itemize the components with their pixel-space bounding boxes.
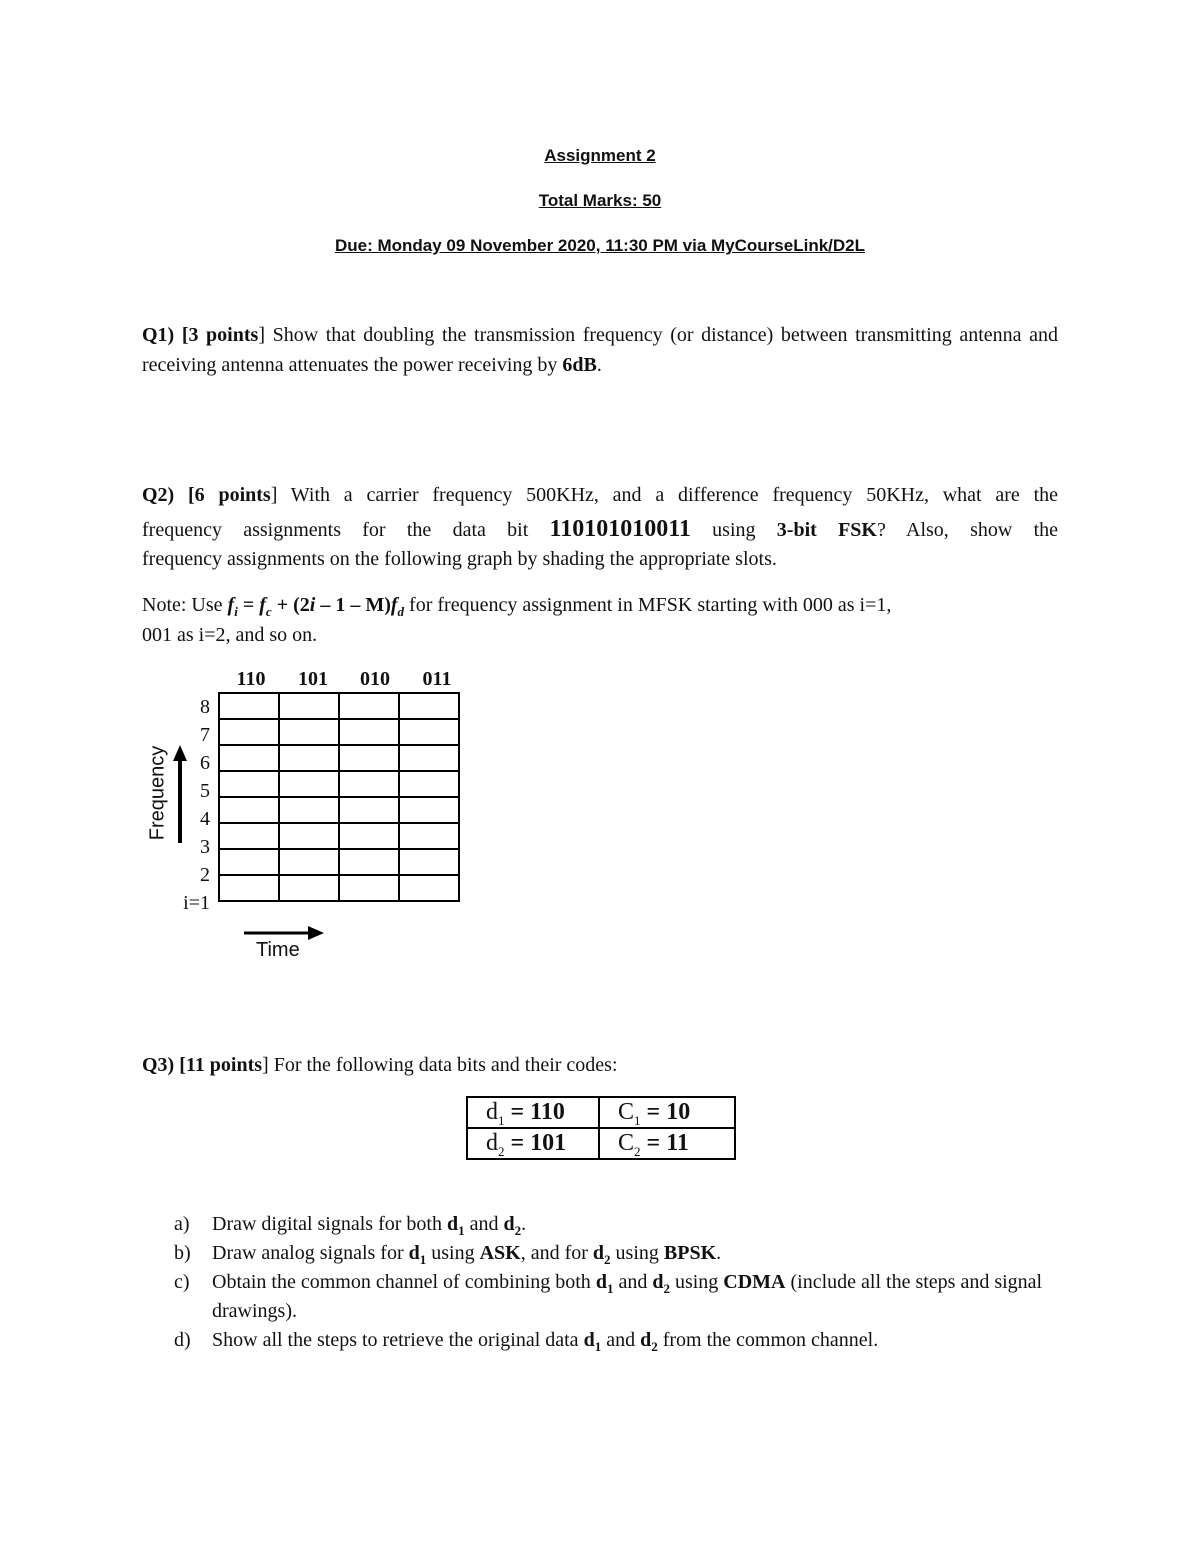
grid-row <box>219 745 459 771</box>
list-item: a) Draw digital signals for both $d_1$ and $d_2$. <box>174 1213 527 1238</box>
row-label: 3 <box>200 836 210 858</box>
grid-slot[interactable] <box>279 693 339 719</box>
question-1: Q1) [3 points] Show that doubling the transmission frequency (or distance) between transmitting antenna and receiving antenna attenuates the power receiving by 6dB. <box>142 324 1059 376</box>
grid-slot[interactable] <box>279 849 339 875</box>
q2-label: Q2) <box>142 484 175 506</box>
grid-slot[interactable] <box>219 797 279 823</box>
grid-slot[interactable] <box>219 719 279 745</box>
question-2-line-2: frequency assignments for the data bit 110101010011 using 3-bit FSK? Also, show the <box>142 516 1059 542</box>
row-label: i=1 <box>183 892 210 914</box>
q3-subquestions <box>142 1210 1062 1355</box>
grid-row <box>219 823 459 849</box>
grid-slot[interactable] <box>399 771 459 797</box>
grid-slot[interactable] <box>339 849 399 875</box>
grid-slot[interactable] <box>219 849 279 875</box>
grid-row <box>219 797 459 823</box>
grid-slot[interactable] <box>339 797 399 823</box>
grid-row <box>219 693 459 719</box>
row-label: 7 <box>200 724 210 746</box>
d2-cell: $d_2 = 101$ <box>467 1128 599 1159</box>
row-label: 6 <box>200 752 210 774</box>
column-label: 101 <box>298 668 328 690</box>
row-label: 2 <box>200 864 210 886</box>
assignment-title: Assignment 2 <box>544 146 656 165</box>
q2-data-bits: 110101010011 <box>549 516 691 542</box>
grid-row <box>219 875 459 901</box>
grid-slot[interactable] <box>219 823 279 849</box>
q3-points: [11 points <box>179 1054 263 1076</box>
grid-slot[interactable] <box>219 693 279 719</box>
question-2-line-3: frequency assignments on the following graph by shading the appropriate slots. <box>142 548 777 570</box>
grid-slot[interactable] <box>399 875 459 901</box>
grid-slot[interactable] <box>219 771 279 797</box>
q1-label: Q1) <box>142 324 175 346</box>
grid-slot[interactable] <box>339 823 399 849</box>
grid-slot[interactable] <box>219 875 279 901</box>
c2-cell: $C_2 = 11$ <box>599 1128 735 1159</box>
grid-slot[interactable] <box>339 745 399 771</box>
question-2-line-1: Q2) [6 points] With a carrier frequency 500KHz, and a difference frequency 50KHz, what are the <box>142 484 1059 506</box>
due-date: Due: Monday 09 November 2020, 11:30 PM via MyCourseLink/D2L <box>334 236 866 255</box>
grid-slot[interactable] <box>219 745 279 771</box>
grid-slot[interactable] <box>279 823 339 849</box>
column-label: 010 <box>360 668 390 690</box>
grid-slot[interactable] <box>399 693 459 719</box>
data-code-table <box>466 1096 736 1160</box>
column-label: 110 <box>236 668 266 690</box>
question-3: Q3) [11 points] For the following data bits and their codes: <box>142 1054 618 1076</box>
grid-slot[interactable] <box>339 875 399 901</box>
grid-slot[interactable] <box>399 745 459 771</box>
grid-slot[interactable] <box>399 823 459 849</box>
grid-slot[interactable] <box>399 719 459 745</box>
grid-slot[interactable] <box>279 797 339 823</box>
frequency-slot-grid <box>218 692 460 902</box>
grid-row <box>219 771 459 797</box>
frequency-arrow-icon <box>168 745 192 845</box>
grid-slot[interactable] <box>339 693 399 719</box>
grid-slot[interactable] <box>399 849 459 875</box>
q2-note: Note: Use $f_i = f_c + (2i - 1 - M)f_d$ for frequency assignment in MFSK starting with 000 as i=1, <box>142 594 892 619</box>
row-label: 4 <box>200 808 210 830</box>
q2-note-line-2: 001 as i=2, and so on. <box>142 624 318 646</box>
list-item: d) Show all the steps to retrieve the original data $d_1$ and $d_2$ from the common channel. <box>174 1329 879 1354</box>
c1-cell: $C_1 = 10$ <box>599 1097 735 1128</box>
q1-value: 6dB <box>562 354 597 376</box>
table-row <box>467 1128 735 1159</box>
table-row <box>467 1097 735 1128</box>
total-marks: Total Marks: 50 <box>538 191 662 210</box>
q2-points: [6 points <box>188 484 271 506</box>
list-item: b) Draw analog signals for $d_1$ using ASK, and for $d_2$ using BPSK. <box>174 1242 722 1267</box>
column-label: 011 <box>422 668 452 690</box>
q3-label: Q3) <box>142 1054 175 1076</box>
grid-slot[interactable] <box>279 745 339 771</box>
grid-slot[interactable] <box>279 875 339 901</box>
frequency-axis-label: Frequency <box>146 745 169 841</box>
q1-points: [3 points <box>181 324 259 346</box>
row-label: 5 <box>200 780 210 802</box>
list-item: c) Obtain the common channel of combining both $d_1$ and $d_2$ using CDMA (include all the steps and signal drawings). <box>174 1271 1043 1322</box>
q2-fsk: 3-bit FSK <box>776 519 877 541</box>
row-label: 8 <box>200 696 210 718</box>
grid-slot[interactable] <box>339 719 399 745</box>
grid-row <box>219 719 459 745</box>
d1-cell: $d_1 = 110$ <box>467 1097 599 1128</box>
grid-slot[interactable] <box>279 719 339 745</box>
time-axis-label: Time <box>256 939 300 961</box>
grid-slot[interactable] <box>399 797 459 823</box>
grid-slot[interactable] <box>339 771 399 797</box>
grid-slot[interactable] <box>279 771 339 797</box>
q1-text: Show that doubling the transmission frequency (or distance) between transmitting antenna and receiving antenna attenuates the power receiving by <box>142 324 1059 376</box>
grid-row <box>219 849 459 875</box>
